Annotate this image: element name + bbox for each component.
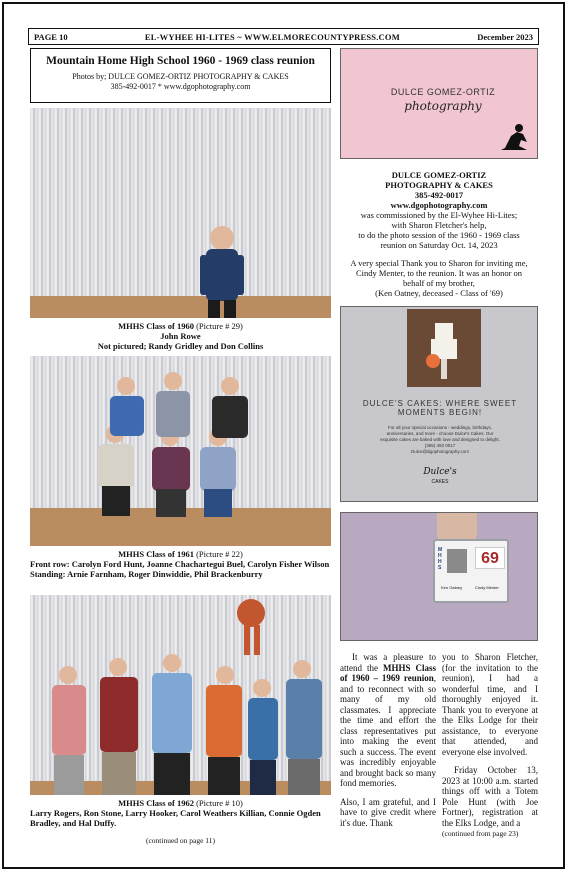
page-number: PAGE 10 (34, 31, 68, 42)
caption-names: John Rowe (160, 331, 201, 341)
thanks-line: A very special Thank you to Sharon for inviting me, (350, 258, 528, 268)
cakes-slogan: DULCE'S CAKES: WHERE SWEET MOMENTS BEGIN! (362, 399, 518, 417)
headline: Mountain Home High School 1960 - 1969 class reunion (46, 55, 315, 67)
caption-class: MHHS Class of 1961 (118, 549, 194, 559)
info-website: www.dgophotography.com (390, 200, 488, 210)
cakes-fine-print (341, 425, 539, 455)
info-line: to do the photo session of the 1960 - 1969 class (358, 230, 520, 240)
badge-name-right: Cindy Menter (475, 585, 499, 590)
caption-picture-number: (Picture # 10) (196, 798, 243, 808)
cakes-logo-sub: CAKES (431, 479, 449, 485)
info-phone: 385-492-0017 (414, 190, 464, 200)
name-badge (433, 539, 509, 603)
continued-on-note: (continued on page 11) (145, 836, 216, 845)
caption-picture-number: (Picture # 22) (196, 549, 243, 559)
badge-photo (447, 549, 467, 573)
caption-class-1960 (30, 321, 331, 351)
thanks-line: behalf of my brother, (403, 278, 475, 288)
fine-line: For all your special occasions - weddings, birthdays, (387, 425, 493, 430)
article-event-name: MHHS Class of 1960 – 1969 reunion (340, 662, 436, 683)
caption-standing: Standing: Arnie Farnham, Roger Dinwiddie, Phil Brackenburry (30, 569, 263, 579)
fine-line: anniversaries, and more - choose Dulce's Cakes. Our (386, 431, 494, 436)
ad-brand-script: photography (404, 99, 482, 113)
cake-icon (407, 309, 481, 387)
photo-class-1961 (30, 356, 331, 546)
article-column-1 (340, 652, 436, 828)
photo-class-1960 (30, 108, 331, 318)
continued-from-note: (continued from page 23) (442, 829, 519, 838)
article-column-2 (442, 652, 538, 840)
ad-brand-name: DULCE GOMEZ-ORTIZ (390, 87, 496, 97)
photography-info (340, 170, 538, 298)
article-title-box (30, 48, 331, 103)
group-figures (30, 356, 331, 546)
publication-name: EL-WYHEE HI-LITES ~ WWW.ELMORECOUNTYPRESS.COM (144, 31, 400, 42)
cake-photo (407, 309, 481, 387)
info-line: was commissioned by the El-Wyhee Hi-Lites; (360, 210, 518, 220)
cakes-logo: Dulce's (423, 467, 457, 477)
badge-school: MHHS (438, 547, 443, 571)
article-text: , and to reconnect with so many of my old classmates. I appreciate the time and effort the class representatives put into making the event such a success. The event was incredibly enjoyable and brought back so many fond memories. (340, 673, 436, 788)
cakes-ad (340, 306, 538, 502)
caption-picture-number: (Picture # 29) (196, 321, 243, 331)
caption-class-1962 (30, 798, 331, 828)
issue-date: December 2023 (477, 31, 533, 42)
fine-line: exquisite cakes are baked with love and designed to delight. (380, 437, 500, 442)
article-text: It was a pleasure to attend the (340, 652, 436, 673)
caption-class-1961 (30, 549, 331, 579)
article-text: you to Sharon Fletcher, (for the invitation to the reunion), I had a wonderful time, and I thoroughly enjoyed it. Thank you to everyone at the Elks Lodge for their assistance, to everyone that attended, and everyone else involved. (442, 652, 538, 757)
thanks-line: Cindy Menter, to the reunion. It was an honor on (355, 268, 523, 278)
person-figure (30, 108, 331, 318)
article-text: Friday October 13, 2023 at 10:00 a.m. started things off with a Totem Pole Hunt (with Joe Fortner), registration at the Elks Lodge, and a (442, 765, 538, 828)
caption-class: MHHS Class of 1960 (118, 321, 194, 331)
badge-name-left: Ken Oatney (441, 585, 463, 590)
photography-ad (340, 48, 538, 159)
article-text: Also, I am grateful, and I have to give credit where it's due. Thank (340, 796, 436, 828)
page-header (28, 28, 539, 45)
group-figures (30, 595, 331, 795)
photo-credit-contact: 385-492-0017 * www.dgophotography.com (110, 82, 251, 91)
fine-line: Dulce@dgophotography.com (410, 449, 470, 454)
photo-class-1962 (30, 595, 331, 795)
info-business: PHOTOGRAPHY & CAKES (385, 180, 493, 190)
photo-credit: Photos by; DULCE GOMEZ-ORTIZ PHOTOGRAPHY & CAKES (72, 72, 289, 81)
caption-class: MHHS Class of 1962 (118, 798, 194, 808)
caption-not-pictured: Not pictured; Randy Gridley and Don Collins (97, 341, 264, 351)
info-line: with Sharon Fletcher's help, (391, 220, 487, 230)
caption-names: Larry Rogers, Ron Stone, Larry Hooker, Carol Weathers Killian, Connie Ogden Bradley, and Hal Duffy. (30, 808, 321, 828)
fine-line: (385) 492 0017 (424, 443, 456, 448)
info-line: reunion on Saturday Oct. 14, 2023 (380, 240, 498, 250)
info-name: DULCE GOMEZ-ORTIZ (391, 170, 487, 180)
caption-front-row: Front row: Carolyn Ford Hunt, Joanne Chachartegui Buel, Carolyn Fisher Wilson (30, 559, 330, 569)
thanks-line: (Ken Oatney, deceased - Class of '69) (375, 288, 503, 298)
badge-class-number: 69 (475, 547, 505, 569)
reunion-badge-photo (340, 512, 538, 641)
photographer-silhouette-icon (497, 122, 531, 152)
